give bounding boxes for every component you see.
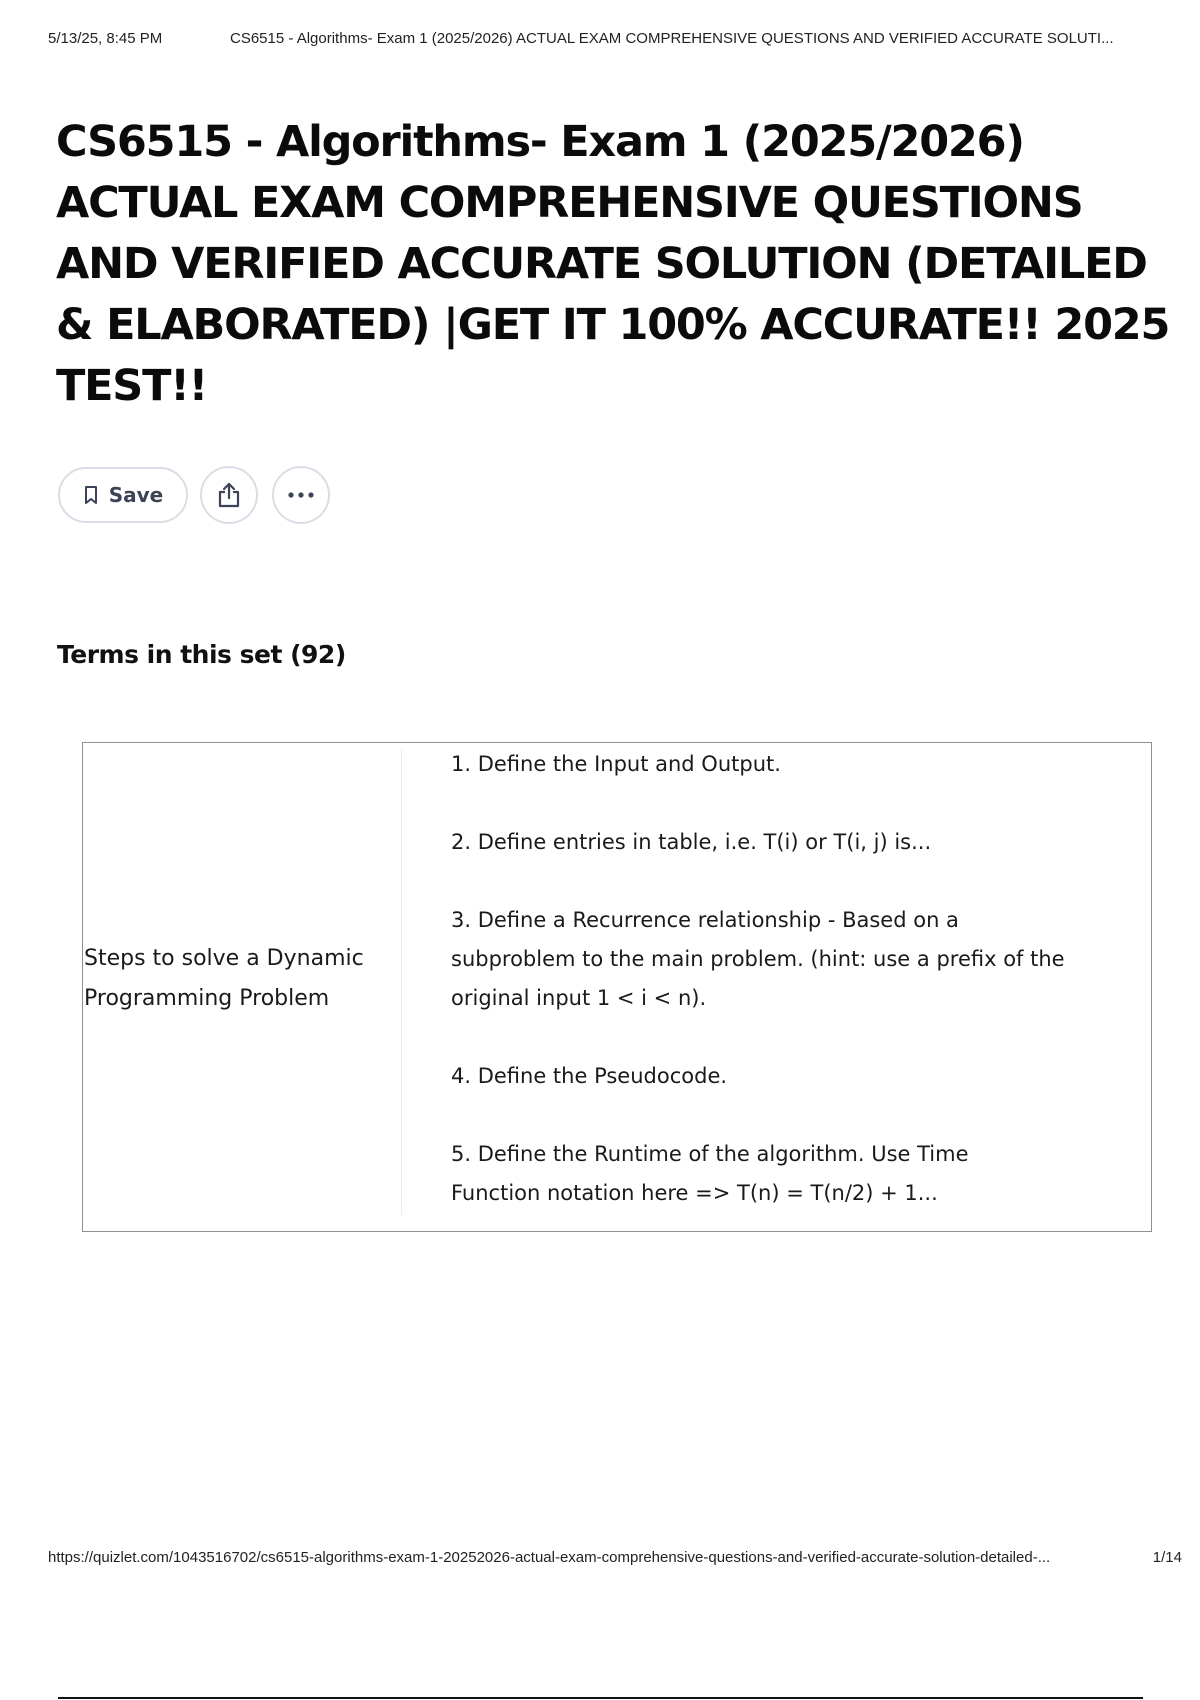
page-number: 1/14 <box>1152 1549 1182 1566</box>
definition-step: 2. Define entries in table, i.e. T(i) or T(i, j) is... <box>451 830 932 854</box>
terms-count-heading: Terms in this set (92) <box>57 640 346 669</box>
term-card <box>82 742 1152 1232</box>
definition-step: 5. Define the Runtime of the algorithm. Use Time Function notation here => T(n) = T(n/2) + 1... <box>451 1142 969 1205</box>
print-date: 5/13/25, 8:45 PM <box>48 30 163 47</box>
print-page-title: CS6515 - Algorithms- Exam 1 (2025/2026) ACTUAL EXAM COMPREHENSIVE QUESTIONS AND VERIFIED ACCURATE SOLUTI... <box>230 30 1114 47</box>
page-url: https://quizlet.com/1043516702/cs6515-algorithms-exam-1-20252026-actual-exam-comprehensive-questions-and-verified-accurate-solution-detailed-... <box>48 1549 1051 1566</box>
definition-step: 4. Define the Pseudocode. <box>451 1064 728 1088</box>
print-header <box>48 30 1170 50</box>
action-bar <box>58 465 344 525</box>
share-icon <box>216 481 242 509</box>
definition-step: 3. Define a Recurrence relationship - Based on a subproblem to the main problem. (hint: use a prefix of the original input 1 < i < n). <box>451 908 1065 1010</box>
term-text: Steps to solve a Dynamic Programming Problem <box>84 946 364 1011</box>
save-button[interactable] <box>58 467 188 523</box>
definition-step: 1. Define the Input and Output. <box>451 752 781 776</box>
save-button-label: Save <box>108 483 164 507</box>
term-card-divider <box>401 749 402 1215</box>
share-button[interactable] <box>200 466 258 524</box>
page-title: CS6515 - Algorithms- Exam 1 (2025/2026) ACTUAL EXAM COMPREHENSIVE QUESTIONS AND VERIFIED ACCURATE SOLUTION (DETAILED & ELABORATED) |GET IT 100% ACCURATE!! 2025 TEST!! <box>56 117 1170 411</box>
page-bottom-rule <box>58 1697 1143 1699</box>
more-options-button[interactable] <box>272 466 330 524</box>
bookmark-icon <box>83 485 99 505</box>
more-horizontal-icon <box>287 491 315 499</box>
